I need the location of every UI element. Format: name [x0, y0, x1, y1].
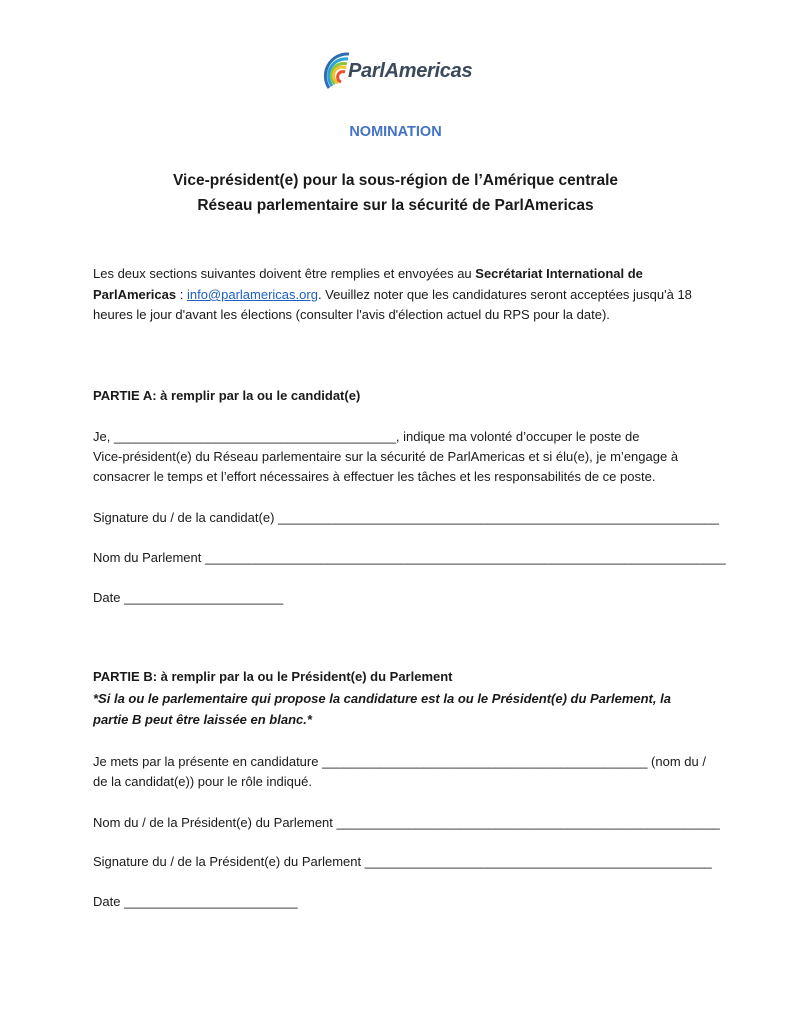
- email-link[interactable]: info@parlamericas.org: [186, 287, 318, 302]
- part-b-note-line-1: *Si la ou le parlementaire qui propose la candidature est la ou le Président(e) du Parlement, la: [93, 691, 671, 706]
- part-a-declaration-line-3: consacrer le temps et l’effort nécessaires à effectuer les tâches et les responsabilités de ce poste.: [93, 469, 656, 484]
- intro-line-1: Les deux sections suivantes doivent être remplies et envoyées au Secrétariat International de: [93, 266, 643, 281]
- part-a-declaration-line-2: Vice-président(e) du Réseau parlementaire sur la sécurité de ParlAmericas et si élu(e), je m’engage à: [93, 449, 679, 464]
- document-title-line-2: Réseau parlementaire sur la sécurité de ParlAmericas: [197, 197, 594, 214]
- logo-text: ParlAmericas: [348, 60, 473, 82]
- part-a-declaration-line-1: Je, _______________________________________, indique ma volonté d’occuper le poste de: [93, 429, 640, 444]
- part-a-date-field[interactable]: Date ______________________: [93, 590, 284, 605]
- candidate-signature-field[interactable]: Signature du / de la candidat(e) _____________________________________________________________: [93, 510, 720, 525]
- nominee-name-field[interactable]: Je mets par la présente en candidature _____________________________________________ (nom du /: [93, 754, 706, 769]
- parlamericas-logo: [319, 48, 479, 94]
- intro-line-2: ParlAmericas : info@parlamericas.org. Veuillez noter que les candidatures seront acceptées jusqu'à 18: [93, 287, 692, 302]
- part-b-date-field[interactable]: Date ________________________: [93, 894, 298, 909]
- document-heading: NOMINATION: [349, 124, 442, 140]
- part-a-heading: PARTIE A: à remplir par la ou le candidat(e): [93, 388, 361, 403]
- president-signature-field[interactable]: Signature du / de la Président(e) du Parlement ________________________________________________: [93, 854, 712, 869]
- part-b-note-line-2: partie B peut être laissée en blanc.*: [93, 712, 312, 727]
- part-b-heading: PARTIE B: à remplir par la ou le Président(e) du Parlement: [93, 669, 453, 684]
- nominee-role-text: de la candidat(e)) pour le rôle indiqué.: [93, 774, 312, 789]
- document-title-line-1: Vice-président(e) pour la sous-région de l’Amérique centrale: [172, 172, 619, 189]
- parliament-name-field[interactable]: Nom du Parlement ________________________________________________________________________: [93, 550, 726, 565]
- president-name-field[interactable]: Nom du / de la Président(e) du Parlement _____________________________________________________: [93, 815, 720, 830]
- intro-line-3: heures le jour d'avant les élections (consulter l'avis d'élection actuel du RPS pour la date).: [93, 307, 610, 322]
